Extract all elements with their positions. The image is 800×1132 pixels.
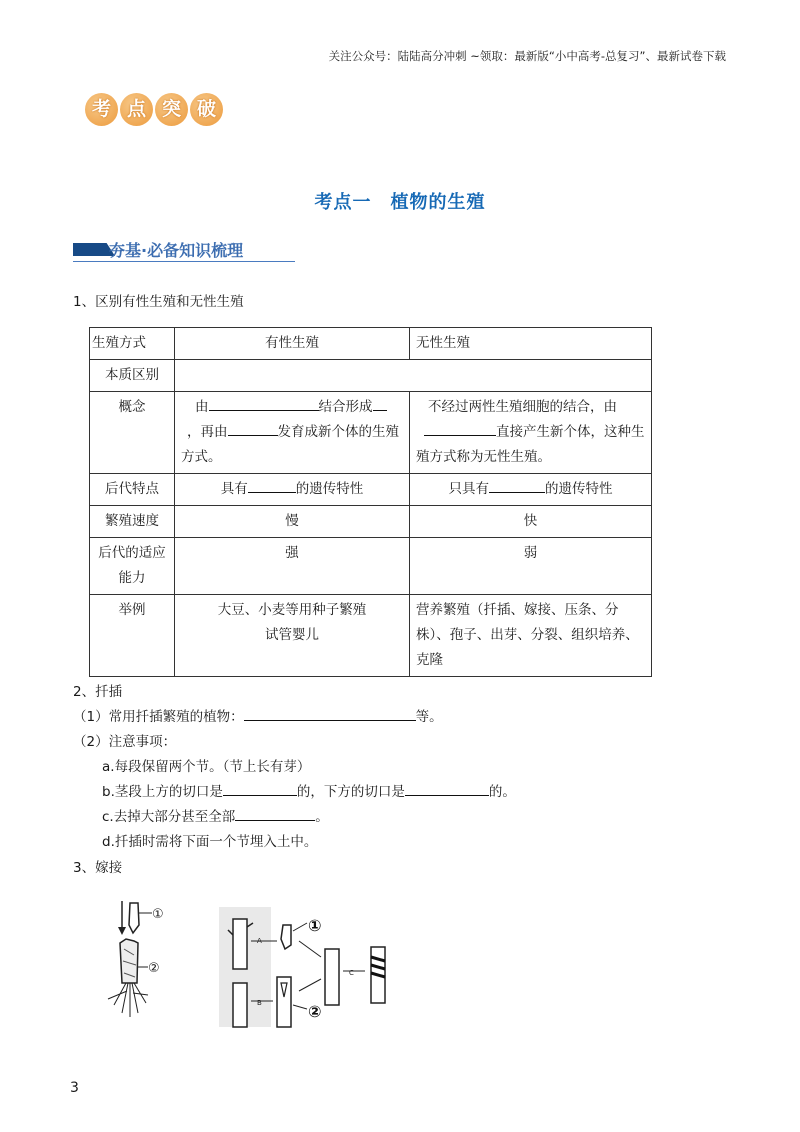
subheading-underline xyxy=(73,261,295,262)
table-cell: 大豆、小麦等用种子繁殖 试管婴儿 xyxy=(175,595,410,677)
table-cell: 快 xyxy=(410,506,652,538)
table-header-cell: 无性生殖 xyxy=(410,328,652,360)
badge-char: 破 xyxy=(190,93,223,126)
scion-shape xyxy=(129,903,139,933)
label-1: ① xyxy=(308,916,322,935)
table-row xyxy=(90,392,652,474)
step-label-c: C xyxy=(349,969,354,977)
badge-char: 考 xyxy=(85,93,118,126)
table-cell xyxy=(175,360,652,392)
joined-graft xyxy=(325,949,339,1005)
table-row xyxy=(90,474,652,506)
subheading xyxy=(73,238,295,262)
table-row xyxy=(90,595,652,677)
fill-blank[interactable] xyxy=(248,478,296,493)
row-label: 繁殖速度 xyxy=(90,506,175,538)
table-cell: 由 结合形成 ，再由 发育成新个体的生殖方式。 xyxy=(175,392,410,474)
row-label: 本质区别 xyxy=(90,360,175,392)
row-label: 后代特点 xyxy=(90,474,175,506)
reproduction-comparison-table xyxy=(89,327,652,677)
section-title: 考点一 植物的生殖 xyxy=(314,192,486,213)
row-label: 后代的适应 能力 xyxy=(90,538,175,595)
fill-blank[interactable] xyxy=(223,781,297,796)
q2-note-c: c.去掉大部分甚至全部 。 xyxy=(102,805,329,825)
q3-title: 3、嫁接 xyxy=(73,860,123,876)
step-label-a: A xyxy=(257,937,262,945)
stock-shape xyxy=(120,939,138,983)
fill-blank[interactable] xyxy=(209,396,319,411)
fill-blank[interactable] xyxy=(244,706,416,721)
row-label: 举例 xyxy=(90,595,175,677)
q2-note-a: a.每段保留两个节。（节上长有芽） xyxy=(102,759,311,775)
stock-a xyxy=(233,919,247,969)
fill-blank[interactable] xyxy=(489,478,545,493)
scion-a xyxy=(281,925,291,949)
exam-point-badge xyxy=(85,93,223,126)
fill-blank[interactable] xyxy=(373,396,387,411)
arrow xyxy=(299,941,321,957)
roots xyxy=(108,983,148,1017)
row-label: 概念 xyxy=(90,392,175,474)
table-row xyxy=(90,328,652,360)
step-label-b: B xyxy=(257,999,262,1007)
table-cell: 具有 的遗传特性 xyxy=(175,474,410,506)
table-cell: 不经过两性生殖细胞的结合，由 直接产生新个体，这种生殖方式称为无性生殖。 xyxy=(410,392,652,474)
label-2: ② xyxy=(148,961,160,976)
table-row xyxy=(90,538,652,595)
q2-item-2: （2）注意事项： xyxy=(73,734,177,750)
table-cell: 只具有 的遗传特性 xyxy=(410,474,652,506)
table-row xyxy=(90,506,652,538)
q2-note-b: b.茎段上方的切口是 的，下方的切口是 的。 xyxy=(102,780,516,800)
table-cell: 强 xyxy=(175,538,410,595)
badge-char: 点 xyxy=(120,93,153,126)
table-header-cell: 有性生殖 xyxy=(175,328,410,360)
graft-steps-figure xyxy=(215,905,400,1030)
label-leader xyxy=(293,1005,307,1009)
q2-item-1: （1）常用扦插繁殖的植物： 等。 xyxy=(73,705,443,725)
stock-b xyxy=(233,983,247,1027)
cutting-graft-figure xyxy=(100,895,190,1025)
arrow-head xyxy=(118,927,126,935)
fill-blank[interactable] xyxy=(235,806,315,821)
fill-blank[interactable] xyxy=(424,421,496,436)
table-cell: 营养繁殖（扦插、嫁接、压条、分株）、孢子、出芽、分裂、组织培养、克隆 xyxy=(410,595,652,677)
fill-blank[interactable] xyxy=(405,781,489,796)
label-leader xyxy=(293,923,307,931)
table-cell: 弱 xyxy=(410,538,652,595)
header-banner: 关注公众号：陆陆高分冲刺 ~领取：最新版“小中高考-总复习”、最新试卷下载 xyxy=(328,49,726,63)
q2-note-d: d.扦插时需将下面一个节埋入土中。 xyxy=(102,834,318,850)
arrow xyxy=(299,979,321,991)
label-1: ① xyxy=(152,907,164,922)
label-2: ② xyxy=(308,1002,322,1021)
fill-blank[interactable] xyxy=(228,421,278,436)
badge-char: 突 xyxy=(155,93,188,126)
table-row xyxy=(90,360,652,392)
q1-title: 1、区别有性生殖和无性生殖 xyxy=(73,294,244,310)
table-header-cell: 生殖方式 xyxy=(90,328,175,360)
subheading-text: 夯基·必备知识梳理 xyxy=(109,241,244,260)
stock-b-cut xyxy=(277,977,291,1027)
q2-title: 2、扦插 xyxy=(73,684,123,700)
table-cell: 慢 xyxy=(175,506,410,538)
page-number: 3 xyxy=(70,1080,79,1096)
